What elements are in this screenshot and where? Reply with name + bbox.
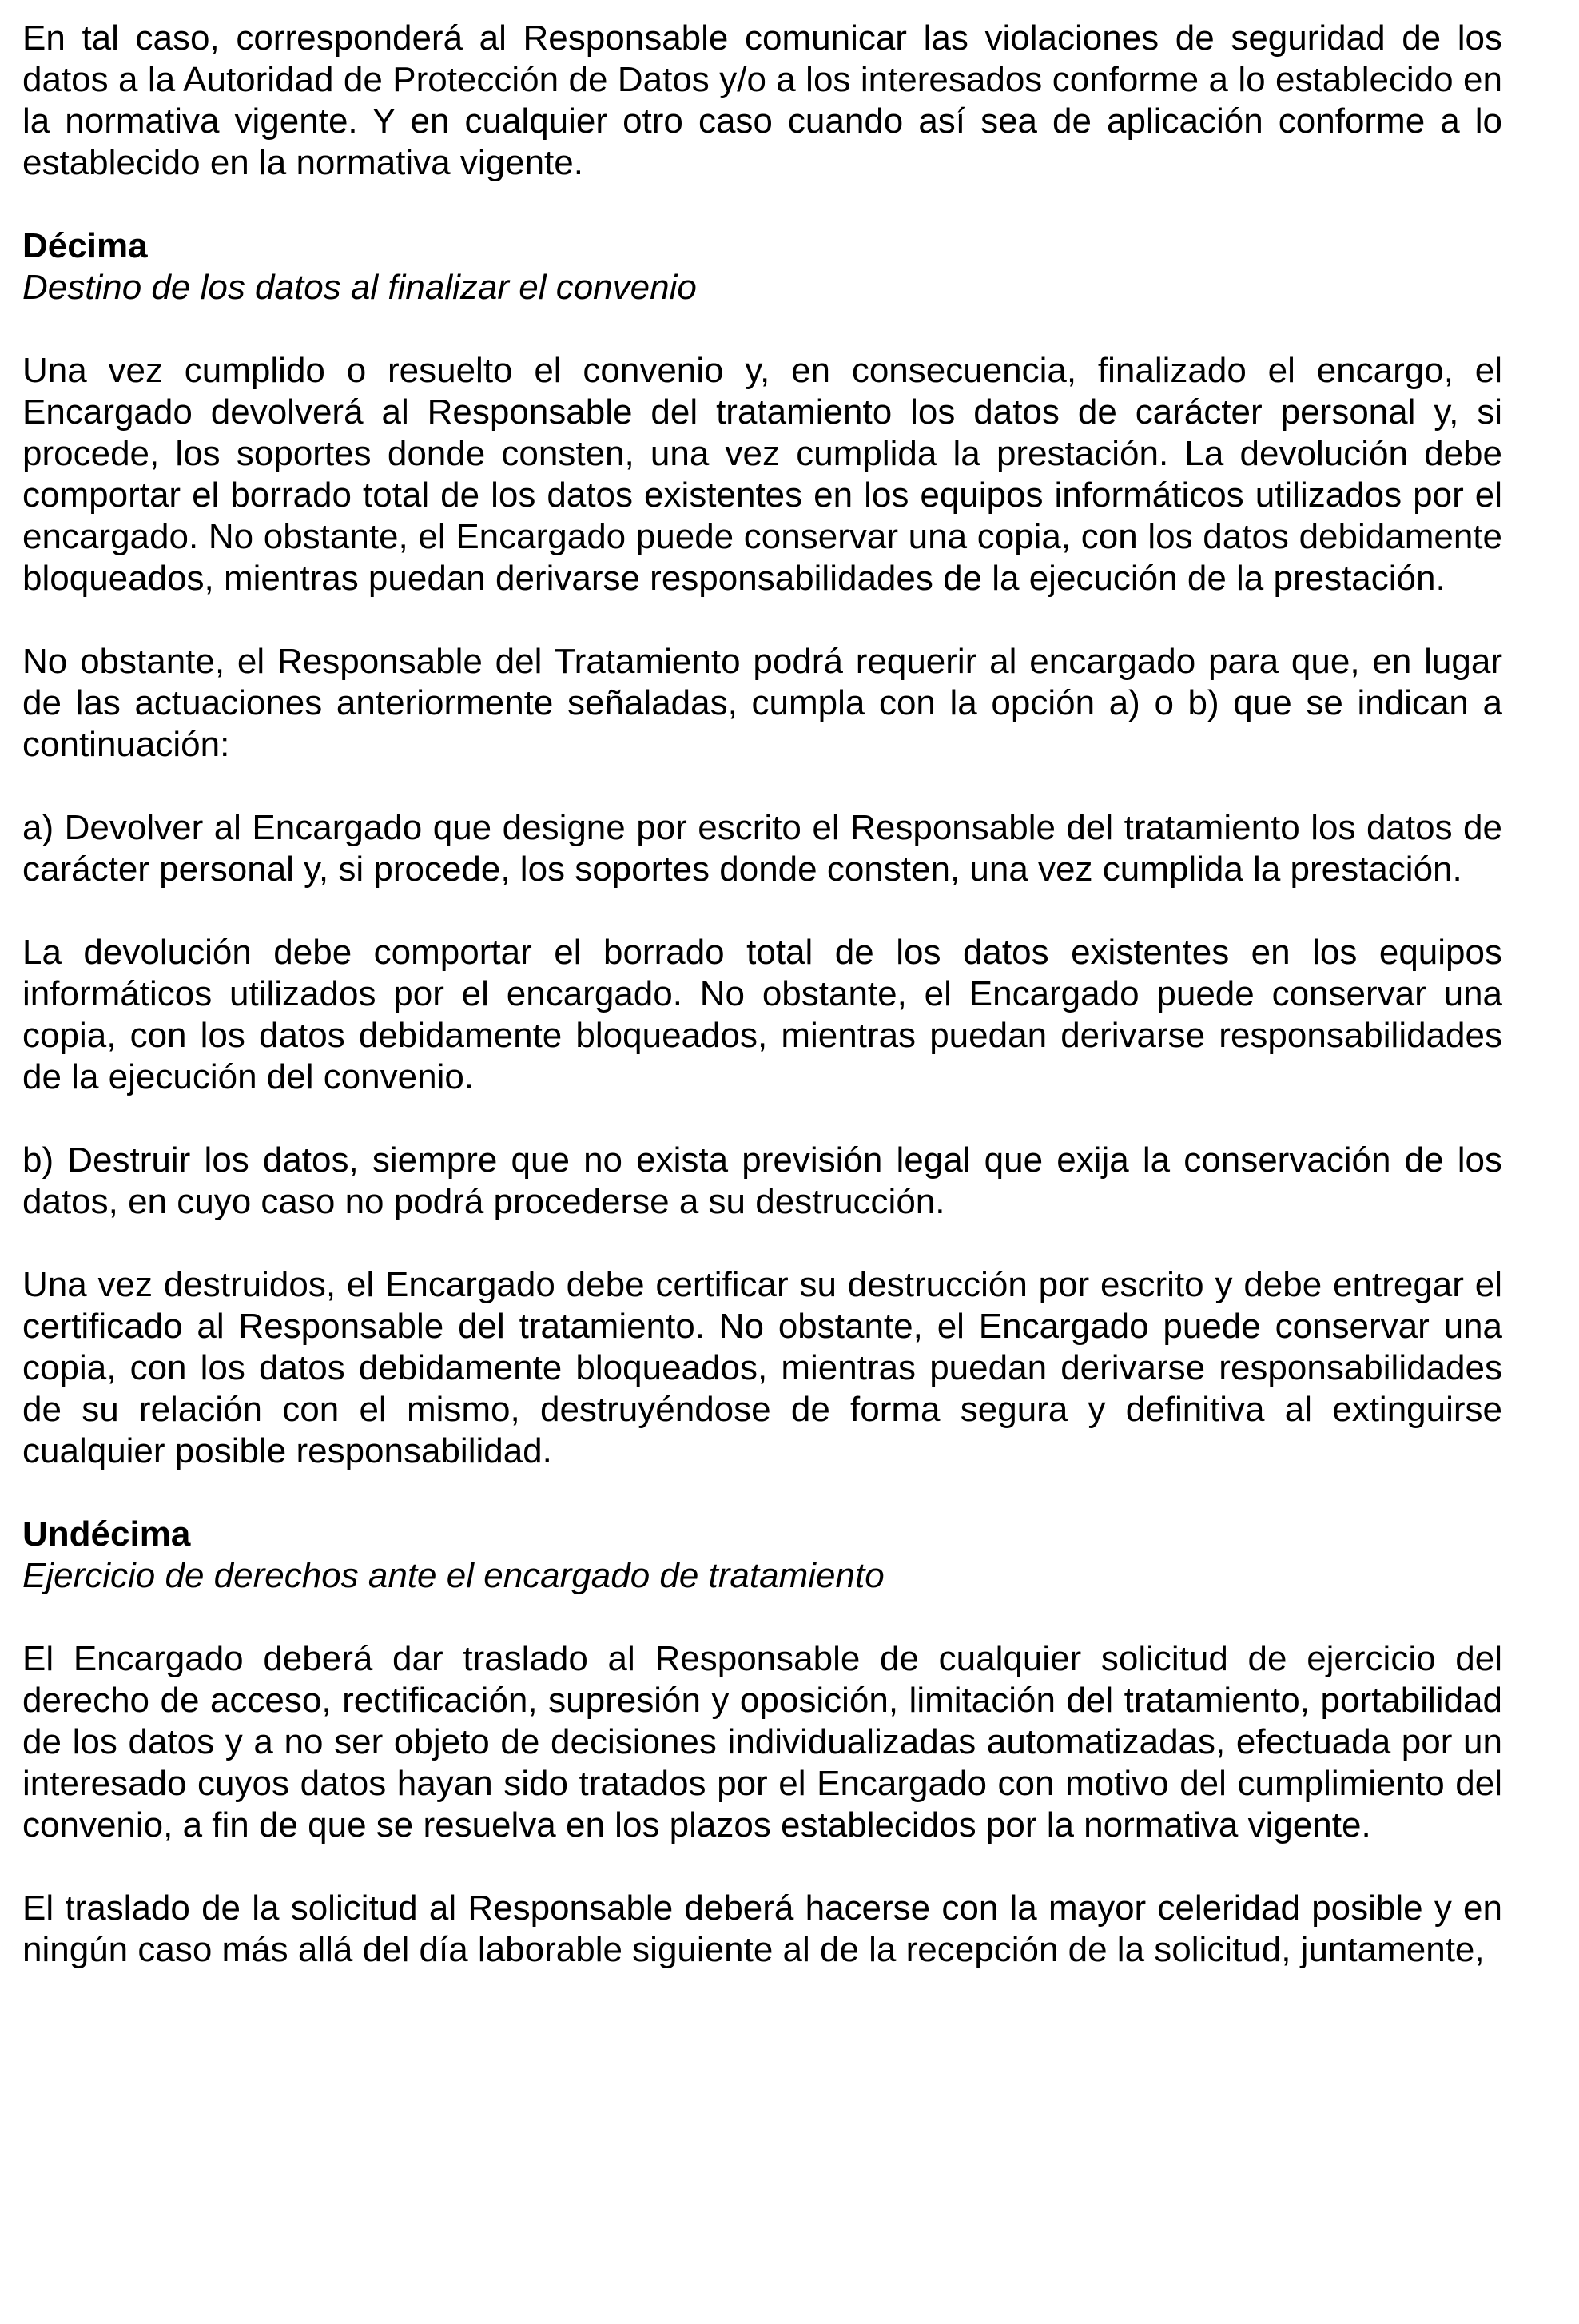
paragraph: Una vez destruidos, el Encargado debe certificar su destrucción por escrito y debe entregar el certificado al Responsable del tratamiento. No obstante, el Encargado puede conservar una copia, con los datos debidamente bloqueados, mientras puedan derivarse responsabilidades de su relación con el mismo, destruyéndose de forma segura y definitiva al extinguirse cualquier posible responsabilidad. xyxy=(22,1265,1502,1470)
section-subheading: Destino de los datos al finalizar el convenio xyxy=(22,268,697,307)
paragraph: a) Devolver al Encargado que designe por escrito el Responsable del tratamiento los datos de carácter personal y, si procede, los soportes donde consten, una vez cumplida la prestación. xyxy=(22,808,1502,889)
paragraph: No obstante, el Responsable del Tratamiento podrá requerir al encargado para que, en lugar de las actuaciones anteriormente señaladas, cumpla con la opción a) o b) que se indican a continuación: xyxy=(22,642,1502,764)
paragraph: b) Destruir los datos, siempre que no exista previsión legal que exija la conservación de los datos, en cuyo caso no podrá procederse a su destrucción. xyxy=(22,1140,1502,1221)
section-decima xyxy=(22,225,1502,1472)
intro-paragraph: En tal caso, corresponderá al Responsable comunicar las violaciones de seguridad de los datos a la Autoridad de Protección de Datos y/o a los interesados conforme a lo establecido en la normativa vigente. Y en cualquier otro caso cuando así sea de aplicación conforme a lo establecido en la normativa vigente. xyxy=(22,18,1502,182)
section-heading: Décima xyxy=(22,226,148,265)
document-page xyxy=(22,18,1502,2012)
paragraph: La devolución debe comportar el borrado total de los datos existentes en los equipos informáticos utilizados por el encargado. No obstante, el Encargado puede conservar una copia, con los datos debidamente bloqueados, mientras puedan derivarse responsabilidades de la ejecución del convenio. xyxy=(22,933,1502,1096)
section-heading: Undécima xyxy=(22,1514,191,1554)
paragraph: El Encargado deberá dar traslado al Responsable de cualquier solicitud de ejercicio del derecho de acceso, rectificación, supresión y oposición, limitación del tratamiento, portabilidad de los datos y a no ser objeto de decisiones individualizadas automatizadas, efectuada por un interesado cuyos datos hayan sido tratados por el Encargado con motivo del cumplimiento del convenio, a fin de que se resuelva en los plazos establecidos por la normativa vigente. xyxy=(22,1639,1502,1844)
section-subheading: Ejercicio de derechos ante el encargado de tratamiento xyxy=(22,1556,885,1595)
section-undecima xyxy=(22,1514,1502,1971)
paragraph: El traslado de la solicitud al Responsable deberá hacerse con la mayor celeridad posible y en ningún caso más allá del día laborable siguiente al de la recepción de la solicitud, juntamente, xyxy=(22,1888,1502,1969)
paragraph: Una vez cumplido o resuelto el convenio y, en consecuencia, finalizado el encargo, el Encargado devolverá al Responsable del tratamiento los datos de carácter personal y, si procede, los soportes donde consten, una vez cumplida la prestación. La devolución debe comportar el borrado total de los datos existentes en los equipos informáticos utilizados por el encargado. No obstante, el Encargado puede conservar una copia, con los datos debidamente bloqueados, mientras puedan derivarse responsabilidades de la ejecución de la prestación. xyxy=(22,351,1502,598)
